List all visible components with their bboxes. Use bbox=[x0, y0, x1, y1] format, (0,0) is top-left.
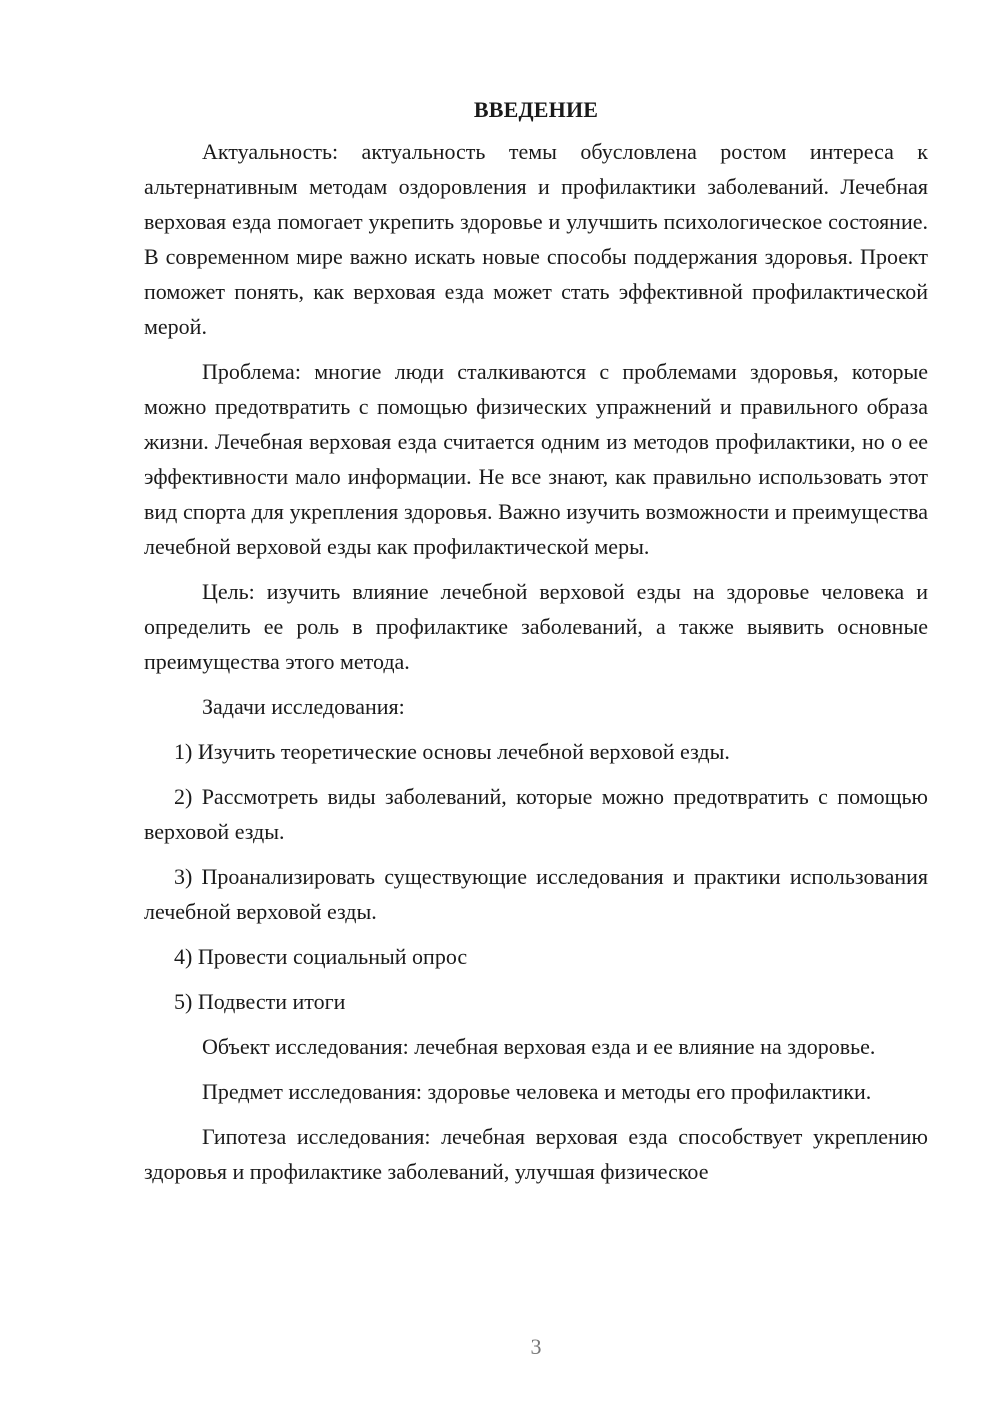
task-item-4: 4) Провести социальный опрос bbox=[174, 944, 468, 969]
task-item-1: 1) Изучить теоретические основы лечебной верховой езды. bbox=[174, 739, 730, 764]
paragraph-subject: Предмет исследования: здоровье человека и методы его профилактики. bbox=[202, 1079, 872, 1104]
paragraph-hypothesis: Гипотеза исследования: лечебная верховая езда способствует укреплению здоровья и профилактике заболеваний, улучшая физическое bbox=[144, 1124, 928, 1184]
paragraph-goal: Цель: изучить влияние лечебной верховой езды на здоровье человека и определить ее роль в профилактике заболеваний, а также выявить основные преимущества этого метода. bbox=[144, 579, 928, 674]
task-item-2: 2) Рассмотреть виды заболеваний, которые можно предотвратить с помощью верховой езды. bbox=[144, 784, 928, 844]
document-page bbox=[144, 92, 928, 1199]
page-number: 3 bbox=[530, 1334, 542, 1359]
paragraph-tasks-heading: Задачи исследования: bbox=[202, 694, 405, 719]
document-heading: ВВЕДЕНИЕ bbox=[473, 97, 599, 122]
task-item-5: 5) Подвести итоги bbox=[174, 989, 346, 1014]
paragraph-object: Объект исследования: лечебная верховая езда и ее влияние на здоровье. bbox=[202, 1034, 876, 1059]
paragraph-problem: Проблема: многие люди сталкиваются с проблемами здоровья, которые можно предотвратить с помощью физических упражнений и правильного образа жизни. Лечебная верховая езда считается одним из методов профилактики, но о ее эффективности мало информации. Не все знают, как правильно использовать этот вид спорта для укрепления здоровья. Важно изучить возможности и преимущества лечебной верховой езды как профилактической меры. bbox=[144, 359, 928, 559]
paragraph-relevance: Актуальность: актуальность темы обусловлена ростом интереса к альтернативным методам оздоровления и профилактики заболеваний. Лечебная верховая езда помогает укрепить здоровье и улучшить психологическое состояние. В современном мире важно искать новые способы поддержания здоровья. Проект поможет понять, как верховая езда может стать эффективной профилактической мерой. bbox=[144, 139, 928, 339]
task-item-3: 3) Проанализировать существующие исследования и практики использования лечебной верховой езды. bbox=[144, 864, 928, 924]
